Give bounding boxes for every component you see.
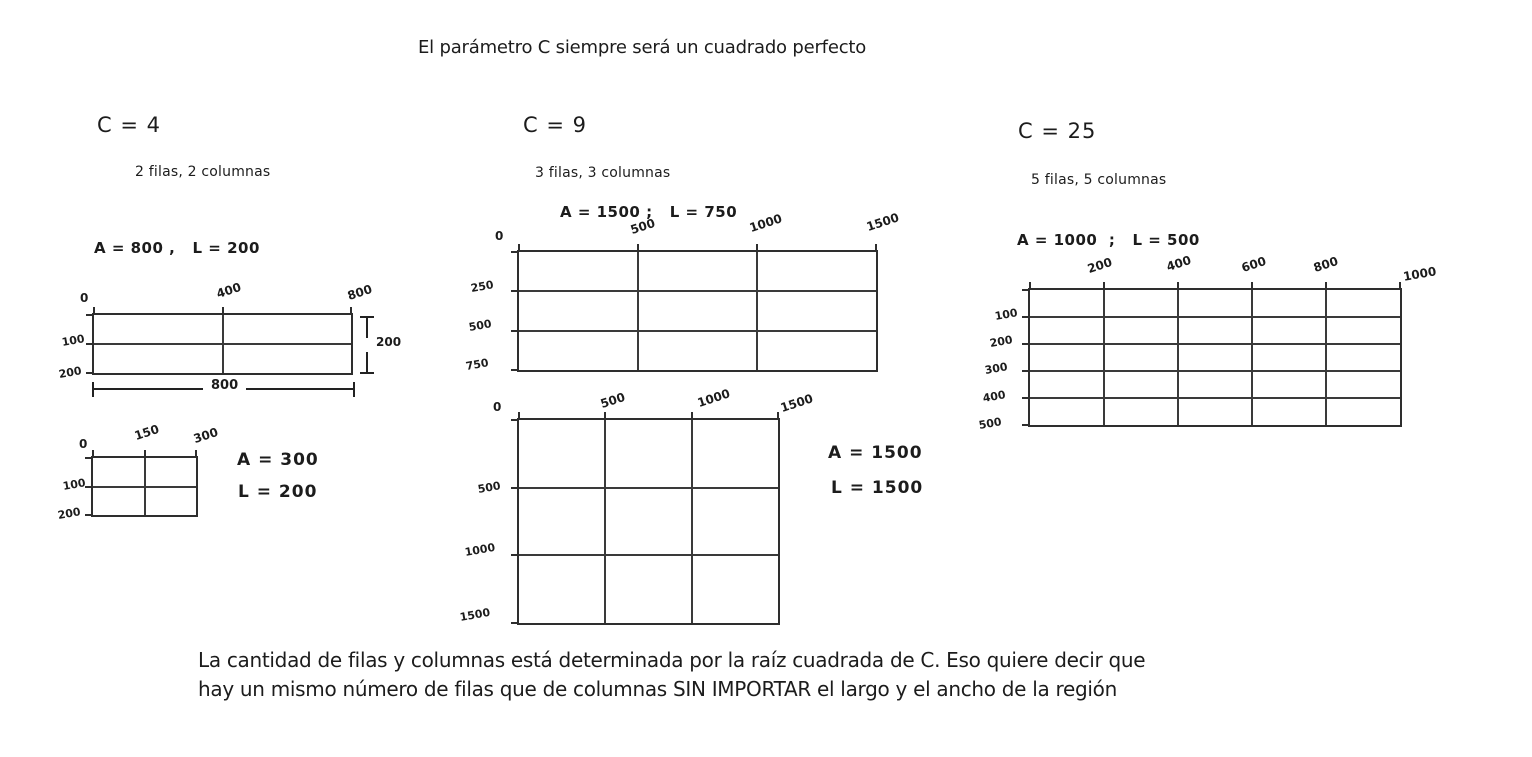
tick-mark bbox=[511, 330, 517, 332]
c9-grid-main bbox=[517, 250, 878, 372]
tick-mark bbox=[511, 554, 517, 556]
c25-left-tick: 100 bbox=[993, 306, 1019, 323]
c9-main-left-tick: 250 bbox=[469, 278, 495, 295]
grid-line bbox=[1030, 370, 1400, 372]
c25-top-tick: 400 bbox=[1164, 252, 1193, 274]
tick-mark bbox=[604, 412, 606, 418]
grid-line bbox=[1030, 316, 1400, 318]
c4-subheading: 2 filas, 2 columnas bbox=[135, 164, 271, 180]
tick-mark bbox=[93, 307, 95, 313]
c4-main-top-tick: 800 bbox=[345, 281, 374, 303]
tick-mark bbox=[222, 307, 224, 313]
grid-line bbox=[519, 554, 778, 556]
c9-square-top-tick: 1000 bbox=[695, 386, 732, 410]
c9-main-top-tick: 500 bbox=[628, 215, 657, 237]
tick-mark bbox=[1022, 316, 1028, 318]
c4-params: A = 800 , L = 200 bbox=[94, 239, 260, 257]
tick-mark bbox=[511, 622, 517, 624]
c4-heading: C = 4 bbox=[97, 113, 161, 137]
tick-mark bbox=[86, 314, 92, 316]
tick-mark bbox=[1177, 282, 1179, 288]
tick-mark bbox=[1022, 397, 1028, 399]
c4-height-dimension bbox=[366, 316, 368, 374]
c4-small-top-tick: 300 bbox=[191, 424, 220, 446]
grid-line bbox=[519, 290, 876, 292]
c25-subheading: 5 filas, 5 columnas bbox=[1031, 172, 1167, 188]
tick-mark bbox=[195, 450, 197, 456]
c9-main-left-tick: 750 bbox=[464, 356, 490, 373]
c9-main-top-tick: 0 bbox=[495, 229, 504, 243]
grid-line bbox=[756, 252, 758, 370]
c4-small-top-tick: 150 bbox=[132, 421, 161, 443]
tick-mark bbox=[144, 450, 146, 456]
tick-mark bbox=[511, 369, 517, 371]
c4-main-left-tick: 100 bbox=[60, 332, 86, 349]
page-title: El parámetro C siempre será un cuadrado perfecto bbox=[418, 37, 867, 58]
footer-line-1: La cantidad de filas y columnas está determinada por la raíz cuadrada de C. Eso quiere decir que bbox=[198, 648, 1146, 672]
c25-left-tick: 400 bbox=[981, 388, 1007, 405]
c9-square-left-tick: 1500 bbox=[458, 605, 492, 624]
c25-top-tick: 800 bbox=[1311, 253, 1340, 275]
grid-line bbox=[1103, 290, 1105, 425]
c9-heading: C = 9 bbox=[523, 113, 587, 137]
grid-line bbox=[519, 487, 778, 489]
grid-line bbox=[1030, 343, 1400, 345]
grid-line bbox=[1177, 290, 1179, 425]
c4-width-dimension-label: 800 bbox=[203, 378, 246, 393]
c4-small-side-label: L = 200 bbox=[238, 482, 318, 502]
footer-line-2: hay un mismo número de filas que de columnas SIN IMPORTAR el largo y el ancho de la región bbox=[198, 677, 1117, 701]
c25-top-tick: 200 bbox=[1085, 254, 1114, 276]
c25-left-tick: 200 bbox=[988, 333, 1014, 350]
tick-mark bbox=[875, 244, 877, 250]
tick-mark bbox=[1022, 424, 1028, 426]
c25-params: A = 1000 ; L = 500 bbox=[1017, 231, 1200, 249]
c4-height-dimension-label: 200 bbox=[376, 335, 402, 349]
c9-square-left-tick: 500 bbox=[476, 479, 502, 496]
tick-mark bbox=[511, 290, 517, 292]
c9-main-top-tick: 1500 bbox=[864, 210, 901, 234]
c25-grid-main bbox=[1028, 288, 1402, 427]
tick-mark bbox=[1022, 343, 1028, 345]
c4-small-left-tick: 200 bbox=[56, 505, 82, 522]
c9-square-top-tick: 1500 bbox=[778, 391, 815, 415]
grid-line bbox=[1251, 290, 1253, 425]
grid-line bbox=[93, 486, 196, 488]
tick-mark bbox=[350, 307, 352, 313]
tick-mark bbox=[85, 457, 91, 459]
tick-mark bbox=[518, 244, 520, 250]
c9-square-left-tick: 1000 bbox=[463, 540, 497, 559]
c9-square-top-tick: 0 bbox=[493, 400, 502, 414]
tick-mark bbox=[1251, 282, 1253, 288]
tick-mark bbox=[511, 419, 517, 421]
grid-line bbox=[1325, 290, 1327, 425]
c9-main-top-tick: 1000 bbox=[747, 211, 784, 235]
c4-small-top-tick: 0 bbox=[79, 437, 88, 451]
tick-mark bbox=[1325, 282, 1327, 288]
tick-mark bbox=[86, 343, 92, 345]
c9-params: A = 1500 ; L = 750 bbox=[560, 203, 738, 221]
c9-main-left-tick: 500 bbox=[467, 317, 493, 334]
c9-square-area-label: A = 1500 bbox=[828, 443, 923, 463]
tick-mark bbox=[637, 244, 639, 250]
c9-square-side-label: L = 1500 bbox=[831, 478, 924, 498]
c4-main-top-tick: 0 bbox=[80, 291, 89, 305]
tick-mark bbox=[1022, 370, 1028, 372]
tick-mark bbox=[511, 487, 517, 489]
tick-mark bbox=[511, 251, 517, 253]
grid-line bbox=[94, 343, 351, 345]
tick-mark bbox=[92, 450, 94, 456]
tick-mark bbox=[691, 412, 693, 418]
c25-heading: C = 25 bbox=[1018, 119, 1097, 143]
tick-mark bbox=[1029, 282, 1031, 288]
c4-main-left-tick: 200 bbox=[57, 364, 83, 381]
c25-top-tick: 1000 bbox=[1402, 264, 1438, 284]
c9-subheading: 3 filas, 3 columnas bbox=[535, 165, 671, 181]
c4-small-area-label: A = 300 bbox=[237, 450, 319, 470]
tick-mark bbox=[756, 244, 758, 250]
tick-mark bbox=[1022, 289, 1028, 291]
tick-mark bbox=[1399, 282, 1401, 288]
grid-line bbox=[691, 420, 693, 623]
tick-mark bbox=[777, 412, 779, 418]
tick-mark bbox=[518, 412, 520, 418]
c4-grid-main bbox=[92, 313, 353, 375]
c4-grid-small bbox=[91, 456, 198, 517]
c25-left-tick: 500 bbox=[977, 415, 1003, 432]
grid-line bbox=[637, 252, 639, 370]
c4-small-left-tick: 100 bbox=[61, 476, 87, 493]
grid-line bbox=[1030, 397, 1400, 399]
c25-top-tick: 600 bbox=[1239, 253, 1268, 275]
c9-grid-square bbox=[517, 418, 780, 625]
tick-mark bbox=[1103, 282, 1105, 288]
c25-left-tick: 300 bbox=[983, 360, 1009, 377]
c4-main-top-tick: 400 bbox=[214, 279, 243, 301]
tick-mark bbox=[85, 514, 91, 516]
grid-line bbox=[604, 420, 606, 623]
tick-mark bbox=[86, 372, 92, 374]
grid-line bbox=[519, 330, 876, 332]
c9-square-top-tick: 500 bbox=[598, 389, 627, 411]
